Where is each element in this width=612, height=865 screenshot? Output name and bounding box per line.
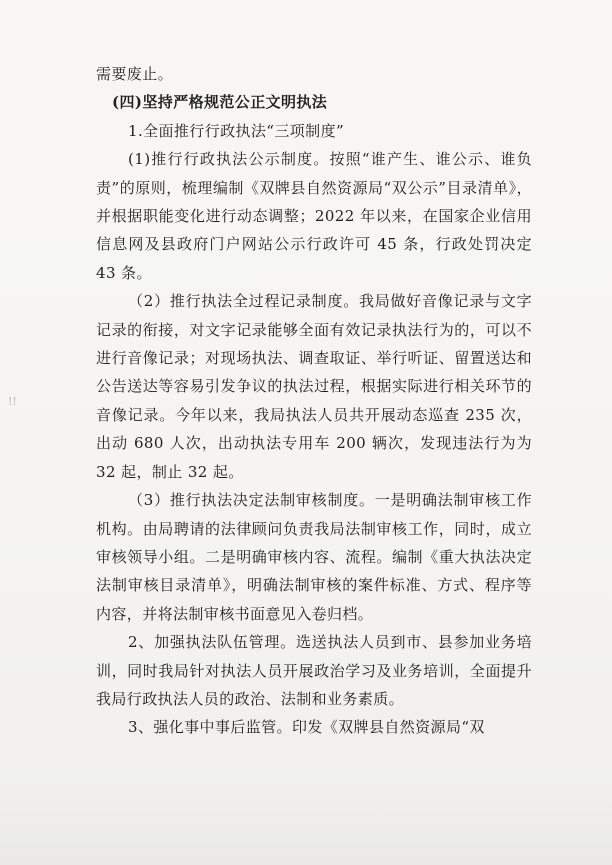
paragraph-continuation: 需要废止。 xyxy=(96,65,174,83)
paragraph-legal-review-system: （3）推行执法决定法制审核制度。一是明确法制审核工作机构。由局聘请的法律顾问负责我局法制审核工作，同时，成立审核领导小组。二是明确审核内容、流程。编制《重大执法决定法制审核目录清单》，明确法制审核的案件标准、方式、程序等内容，并将法制审核书面意见入卷归档。 xyxy=(96,491,532,623)
section-heading: (四)坚持严格规范公正文明执法 xyxy=(112,93,328,112)
subsection-title: 1.全面推行行政执法“三项制度” xyxy=(128,121,345,140)
margin-mark: !! xyxy=(8,395,17,408)
paragraph-full-record-system: （2）推行执法全过程记录制度。我局做好音像记录与文字记录的衔接，对文字记录能够全面有效记录执法行为的，可以不进行音像记录；对现场执法、调查取证、举行听证、留置送达和公告送达等容易引发争议的执法过程，根据实际进行相关环节的音像记录。今年以来，我局执法人员共开展动态巡查 235 次，出动 680 人次，出动执法专用车 200 辆次，发现违法行为为 32 起，制止 32 起。 xyxy=(96,292,532,481)
paragraph-supervision: 3、强化事中事后监管。印发《双牌县自然资源局“双 xyxy=(128,718,485,737)
document-body xyxy=(96,60,532,742)
scan-shadow xyxy=(0,795,612,865)
paragraph-team-management: 2、加强执法队伍管理。选送执法人员到市、县参加业务培训，同时我局针对执法人员开展政治学习及业务培训，全面提升我局行政执法人员的政治、法制和业务素质。 xyxy=(96,633,532,708)
paragraph-publicity-system: (1)推行行政执法公示制度。按照“谁产生、谁公示、谁负责”的原则，梳理编制《双牌县自然资源局“双公示”目录清单》，并根据职能变化进行动态调整；2022 年以来，在国家企业信用信息网及县政府门户网站公示行政许可 45 条，行政处罚决定 43 条。 xyxy=(96,150,532,282)
